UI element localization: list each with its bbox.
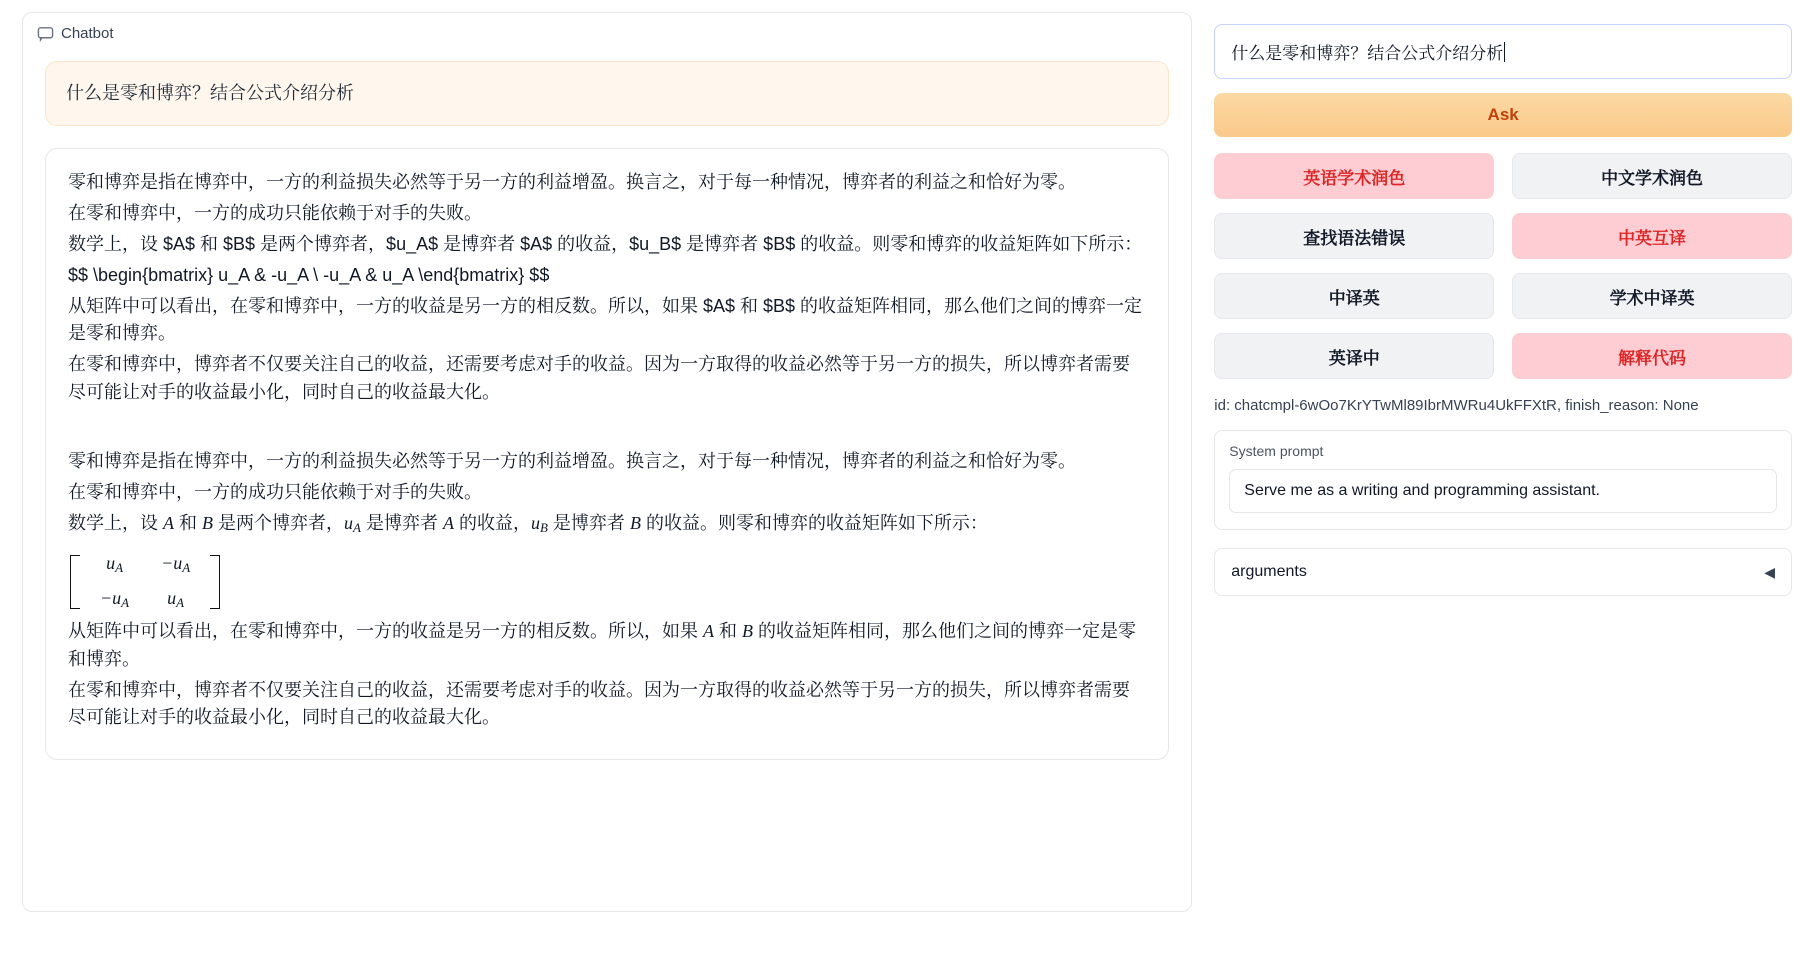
system-prompt-card xyxy=(1214,430,1792,530)
bot-raw-p3: 数学上，设 $A$ 和 $B$ 是两个博弈者，$u_A$ 是博弈者 $A$ 的收益，$u_B$ 是博弈者 $B$ 的收益。则零和博弈的收益矩阵如下所示： xyxy=(68,233,1143,254)
bot-raw-p5: 从矩阵中可以看出，在零和博弈中，一方的收益是另一方的相反数。所以，如果 $A$ 和 $B$ 的收益矩阵相同，那么他们之间的博弈一定是零和博弈。 xyxy=(68,295,1143,344)
p3-var-uA-sub: A xyxy=(353,520,361,536)
p5-var-B: B xyxy=(742,620,754,641)
bot-message-bubble xyxy=(45,148,1169,760)
matrix-row xyxy=(84,582,206,616)
bot-rendered-p2: 在零和博弈中，一方的成功只能依赖于对手的失败。 xyxy=(68,482,482,503)
preset-button-zh-to-en[interactable]: 中译英 xyxy=(1214,273,1494,319)
text-caret xyxy=(1504,42,1505,62)
chatbot-panel-label xyxy=(37,25,114,42)
p3-text-c: 是两个博弈者， xyxy=(213,512,345,533)
matrix-cell-r1c1 xyxy=(84,547,145,581)
p3-text-g: 的收益。则零和博弈的收益矩阵如下所示： xyxy=(640,512,988,533)
bot-raw-p4-latex: $$ \begin{bmatrix} u_A & -u_A \ -u_A & u_A \end{bmatrix} $$ xyxy=(68,264,550,285)
bot-rendered-p6: 在零和博弈中，博弈者不仅要关注自己的收益，还需要考虑对手的收益。因为一方取得的收益必然等于另一方的损失，所以博弈者需要尽可能让对手的收益最小化，同时自己的收益最大化。 xyxy=(68,679,1130,728)
p3-var-B2: B xyxy=(629,512,641,533)
p3-var-B: B xyxy=(202,512,214,533)
preset-button-academic-zh-to-en[interactable]: 学术中译英 xyxy=(1512,273,1792,319)
bot-raw-p2: 在零和博弈中，一方的成功只能依赖于对手的失败。 xyxy=(68,202,482,223)
matrix-bracket-left xyxy=(70,555,80,609)
bot-rendered-p3 xyxy=(68,510,1146,538)
arguments-accordion-label: arguments xyxy=(1231,563,1307,580)
p3-text-d: 是博弈者 xyxy=(360,512,443,533)
ask-button[interactable]: Ask xyxy=(1214,93,1792,137)
bot-rendered-p1: 零和博弈是指在博弈中，一方的利益损失必然等于另一方的利益增盈。换言之，对于每一种情况，博弈者的利益之和恰好为零。 xyxy=(68,451,1076,472)
system-prompt-label: System prompt xyxy=(1229,443,1324,459)
bot-rendered-p5 xyxy=(68,618,1146,674)
matrix-table xyxy=(84,547,206,616)
matrix-row xyxy=(84,547,206,581)
p3-var-uB: u xyxy=(531,512,540,533)
chatbot-panel xyxy=(22,12,1192,912)
matrix-cell-base: u xyxy=(167,587,177,608)
p3-text-f: 是博弈者 xyxy=(547,512,630,533)
bot-raw-p1: 零和博弈是指在博弈中，一方的利益损失必然等于另一方的利益增盈。换言之，对于每一种情况，博弈者的利益之和恰好为零。 xyxy=(68,172,1076,192)
p5-text-c: 的收益矩阵相同，那么他们之间的博弈一定是零和博弈。 xyxy=(68,620,1137,669)
preset-button-english-polish[interactable]: 英语学术润色 xyxy=(1214,153,1494,199)
p5-var-A: A xyxy=(703,620,714,641)
chat-message-list xyxy=(23,13,1191,911)
preset-button-grammar-check[interactable]: 查找语法错误 xyxy=(1214,213,1494,259)
chevron-left-icon: ◀ xyxy=(1764,563,1775,580)
system-prompt-input[interactable]: Serve me as a writing and programming assistant. xyxy=(1229,469,1777,513)
matrix-cell-sub: A xyxy=(182,560,191,576)
matrix-cell-r2c1 xyxy=(84,582,145,616)
p3-var-A2: A xyxy=(442,512,454,533)
preset-button-chinese-polish[interactable]: 中文学术润色 xyxy=(1512,153,1792,199)
matrix-cell-r1c2 xyxy=(145,547,206,581)
user-message-bubble xyxy=(45,61,1169,126)
message-separator xyxy=(68,410,1146,448)
p3-text-b: 和 xyxy=(174,512,203,533)
matrix-cell-base: −u xyxy=(100,587,122,608)
preset-button-en-to-zh[interactable]: 英译中 xyxy=(1214,333,1494,379)
bot-raw-p6: 在零和博弈中，博弈者不仅要关注自己的收益，还需要考虑对手的收益。因为一方取得的收益必然等于另一方的损失，所以博弈者需要尽可能让对手的收益最小化，同时自己的收益最大化。 xyxy=(68,354,1130,403)
p3-var-uB-sub: B xyxy=(540,520,548,536)
matrix-cell-sub: A xyxy=(121,594,130,610)
matrix-cell-base: u xyxy=(106,553,116,574)
arguments-accordion[interactable] xyxy=(1214,548,1792,596)
p5-text-a: 从矩阵中可以看出，在零和博弈中，一方的收益是另一方的相反数。所以，如果 xyxy=(68,620,703,641)
matrix-cell-r2c2 xyxy=(145,582,206,616)
p5-text-b: 和 xyxy=(714,620,743,641)
preset-button-explain-code[interactable]: 解释代码 xyxy=(1512,333,1792,379)
matrix-cell-sub: A xyxy=(115,560,123,576)
payoff-matrix xyxy=(70,547,220,616)
matrix-cell-base: −u xyxy=(161,553,183,574)
matrix-cell-sub: A xyxy=(176,594,185,610)
response-meta-text: id: chatcmpl-6wOo7KrYTwMl89IbrMWRu4UkFFXtR, finish_reason: None xyxy=(1214,397,1699,414)
prompt-input-value: 什么是零和博弈？结合公式介绍分析 xyxy=(1231,44,1504,63)
p3-text-e: 的收益， xyxy=(453,512,531,533)
preset-button-zh-en-translate[interactable]: 中英互译 xyxy=(1512,213,1792,259)
chatbot-label-text: Chatbot xyxy=(61,25,114,42)
user-message-text: 什么是零和博弈？结合公式介绍分析 xyxy=(66,83,354,103)
p3-text-a: 数学上，设 xyxy=(68,512,164,533)
prompt-input[interactable] xyxy=(1214,24,1792,79)
preset-button-grid xyxy=(1214,153,1792,379)
chat-bubble-icon xyxy=(37,25,54,42)
p3-var-A: A xyxy=(163,512,175,533)
p3-var-uA: u xyxy=(344,512,354,533)
control-panel xyxy=(1214,12,1792,961)
matrix-bracket-right xyxy=(210,555,220,609)
